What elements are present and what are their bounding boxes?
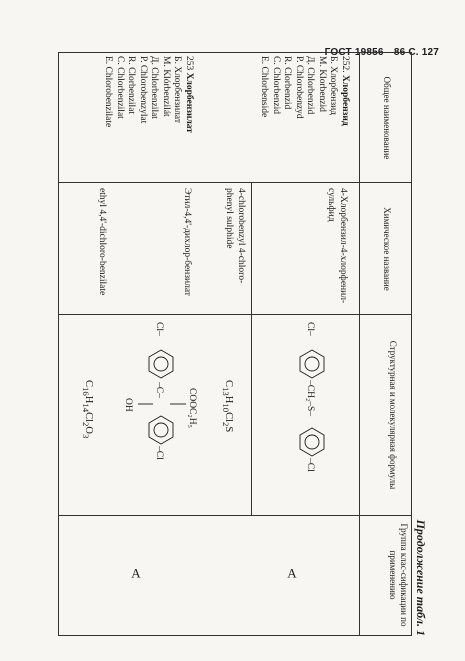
table-border-top bbox=[411, 52, 412, 636]
column-header-common-name: Общее наименование bbox=[382, 76, 392, 160]
chlorine-label: –Cl bbox=[154, 446, 164, 460]
synonym: R. Clorbenzilat bbox=[126, 56, 137, 115]
column-divider bbox=[59, 182, 412, 183]
column-header-formulas: Структурная и молекулярная формулы bbox=[388, 340, 398, 490]
table-header-rule bbox=[359, 52, 360, 636]
table-continuation-label: Продолжение табл. 1 bbox=[414, 519, 428, 636]
table-border-right bbox=[59, 635, 412, 636]
row-252-structure-diagram bbox=[276, 320, 346, 510]
row-number: 252. bbox=[340, 56, 350, 73]
aromatic-circle bbox=[154, 357, 168, 371]
row-253-chemical-name-en: ethyl 4,4'-dichloro-benzilate bbox=[97, 188, 107, 296]
methylene-sulfur-bridge: –CH₂–S– bbox=[305, 380, 315, 417]
synonym: Д. Chlorbenzilat bbox=[149, 56, 160, 119]
row-252-chemical-name-ru: 4-Хлорбензил-4-хлорфенил-сульфид bbox=[326, 188, 348, 304]
synonym: Б. Хлорбензид bbox=[328, 56, 339, 115]
row1-sub-rule bbox=[251, 182, 252, 515]
column-header-chemical-name: Химическое название bbox=[382, 207, 392, 291]
row-252-molecular-formula: $C_{13}H_{10}Cl_2S$ bbox=[220, 380, 234, 433]
row-number: 253 bbox=[184, 56, 194, 71]
benzene-ring bbox=[300, 350, 324, 378]
row-253-structure-diagram bbox=[114, 320, 204, 510]
synonym: Р. Chlorobenzylat bbox=[138, 56, 148, 124]
row-252-group: A bbox=[287, 565, 297, 581]
benzene-ring bbox=[300, 428, 324, 456]
benzene-ring bbox=[149, 416, 173, 444]
substance-name: Хлорбензилат bbox=[184, 72, 194, 133]
chlorine-label: Cl– bbox=[154, 322, 164, 336]
substances-table bbox=[59, 52, 412, 636]
synonym: Б. Хлорбензилат bbox=[172, 56, 183, 124]
chlorine-label: Cl– bbox=[305, 322, 315, 336]
aromatic-circle bbox=[305, 357, 319, 371]
table-border-bottom bbox=[58, 52, 59, 636]
synonym: Е. Chlorobenzilate bbox=[103, 56, 114, 128]
synonym: Д. Chlorbenzid bbox=[305, 56, 316, 115]
row-253-common-name bbox=[102, 56, 194, 180]
page-header: ГОСТ 19856—86 С. 127 bbox=[324, 47, 439, 58]
table-border-left bbox=[59, 52, 412, 53]
column-header-group: Группа клас-сификации по применению bbox=[388, 523, 409, 627]
row-252-common-name bbox=[258, 56, 350, 180]
row-252-chemical-name-en: 4-chlorobenzyl 4-chloro-phenyl sulphide bbox=[224, 188, 246, 284]
synonym: С. Chlorbenzilat bbox=[115, 56, 125, 119]
synonym: С. Chlorbenzid bbox=[271, 56, 281, 115]
column-divider bbox=[59, 314, 412, 315]
chlorine-label: –Cl bbox=[305, 458, 315, 472]
aromatic-circle bbox=[154, 423, 168, 437]
hydroxyl-label: OH bbox=[123, 398, 133, 412]
synonym: М. Klórbenzilát bbox=[161, 56, 171, 117]
substance-name: Хлорбензид bbox=[340, 75, 350, 126]
central-carbon-label: –C– bbox=[154, 382, 164, 398]
synonym: Е. Chlorbenside bbox=[259, 56, 270, 118]
row-253-chemical-name-ru: Этил-4,4'-дихлор-бензилат bbox=[182, 188, 192, 296]
ester-group-label: COOC₂H₅ bbox=[187, 388, 197, 428]
row-253-molecular-formula: $C_{16}H_{14}Cl_2O_3$ bbox=[80, 380, 94, 439]
column-divider bbox=[59, 515, 412, 516]
rotated-table-page bbox=[59, 52, 434, 636]
synonym: R. Clorbenzid bbox=[282, 56, 293, 110]
aromatic-circle bbox=[305, 435, 319, 449]
synonym: М. Klorbenzid bbox=[317, 56, 327, 112]
row-253-group: A bbox=[131, 565, 141, 581]
benzene-ring bbox=[149, 350, 173, 378]
synonym: Р. Chlorobenzyd bbox=[294, 56, 304, 119]
